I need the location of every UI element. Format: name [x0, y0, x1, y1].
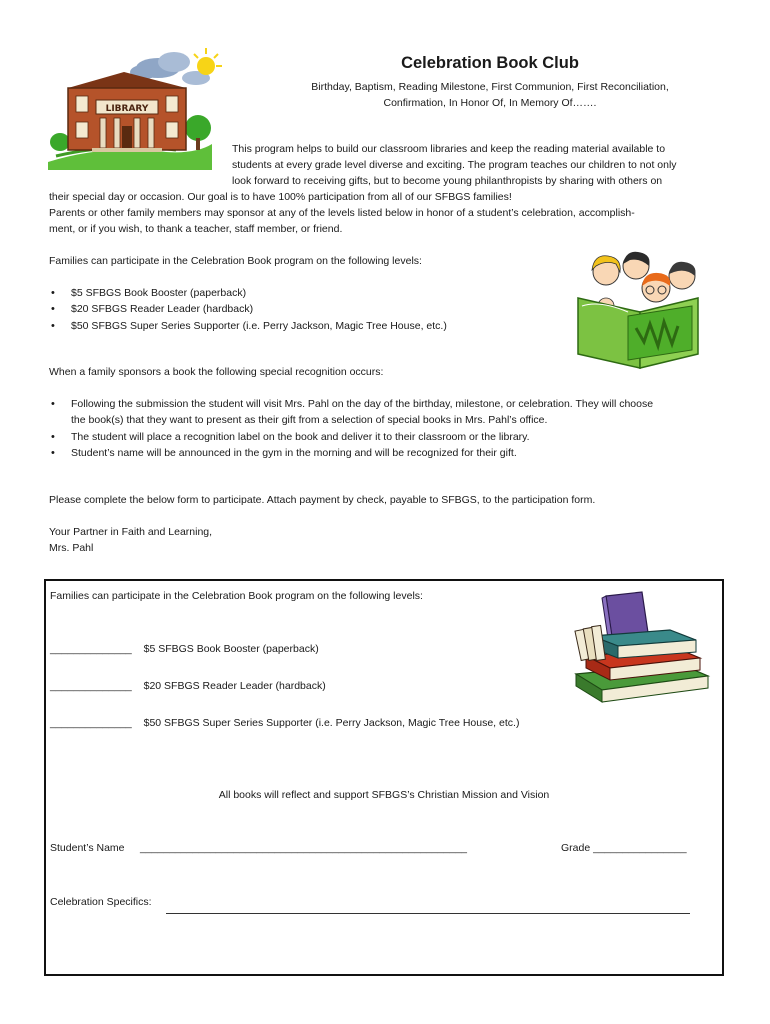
celebration-specifics-label: Celebration Specifics: [50, 896, 152, 908]
form-option-row[interactable] [50, 678, 326, 694]
option-label: $20 SFBGS Reader Leader (hardback) [143, 680, 326, 692]
celebration-specifics-field[interactable] [166, 913, 690, 914]
subtitle-line: Birthday, Baptism, Reading Milestone, First Communion, First Reconciliation, [311, 81, 669, 93]
signoff-name: Mrs. Pahl [49, 542, 94, 554]
kids-reading-illustration [570, 246, 710, 370]
grade-field[interactable]: ________________ [593, 842, 687, 854]
grade-field-row[interactable] [561, 840, 687, 856]
book-stack-icon [572, 590, 712, 706]
list-item: • $20 SFBGS Reader Leader (hardback) [49, 301, 569, 317]
page-subtitle [260, 79, 720, 112]
grade-label: Grade [561, 842, 591, 854]
levels-heading: Families can participate in the Celebration Book program on the following levels: [49, 255, 422, 267]
list-item-line: • Following the submission the student will visit Mrs. Pahl on the day of the birthday, milestone, or celebration. They will choose [71, 398, 654, 410]
form-option-row[interactable] [50, 715, 519, 731]
list-item: • $50 SFBGS Super Series Supporter (i.e. Perry Jackson, Magic Tree House, etc.) [49, 318, 569, 334]
intro-line: look forward to receiving gifts, but to become young philanthropists by sharing with others on [232, 175, 663, 187]
kids-reading-book-icon [570, 246, 710, 370]
recognition-list [49, 396, 729, 461]
library-sign-text: LIBRARY [105, 104, 149, 114]
signoff-line: Your Partner in Faith and Learning, [49, 526, 213, 538]
list-item [49, 396, 729, 429]
list-item: • $5 SFBGS Book Booster (paperback) [49, 285, 569, 301]
mission-statement: All books will reflect and support SFBGS’s Christian Mission and Vision [218, 789, 550, 801]
list-item: • The student will place a recognition label on the book and deliver it to their classroom or the library. [49, 429, 729, 445]
student-name-field[interactable]: ________________________________________________________ [140, 842, 468, 854]
option-label: $50 SFBGS Super Series Supporter (i.e. Perry Jackson, Magic Tree House, etc.) [143, 717, 520, 729]
form-heading: Families can participate in the Celebration Book program on the following levels: [50, 590, 423, 602]
intro-line: Parents or other family members may sponsor at any of the levels listed below in honor of a student’s celebration, accomplish- [49, 207, 635, 219]
student-name-label: Student’s Name [50, 842, 125, 854]
option-label: $5 SFBGS Book Booster (paperback) [143, 643, 319, 655]
form-instructions: Please complete the below form to participate. Attach payment by check, payable to SFBGS, to the participation form. [49, 494, 596, 506]
book-stack-illustration [572, 590, 712, 706]
levels-list [49, 285, 569, 334]
library-building-icon [46, 44, 222, 170]
form-option-row[interactable] [50, 641, 319, 657]
page-title: Celebration Book Club [401, 54, 579, 72]
intro-line: students at every grade level diverse and exciting. The program teaches our children to not only [232, 159, 677, 171]
intro-line: their special day or occasion. Our goal is to have 100% participation from all of our SFBGS families! [49, 191, 512, 203]
list-item: • Student’s name will be announced in the gym in the morning and will be recognized for their gift. [49, 445, 729, 461]
intro-line: This program helps to build our classroom libraries and keep the reading material available to [232, 143, 666, 155]
option-blank-line[interactable]: ______________ [50, 643, 132, 655]
subtitle-line: Confirmation, In Honor Of, In Memory Of……. [383, 97, 597, 110]
library-illustration [46, 44, 222, 170]
intro-line: ment, or if you wish, to thank a teacher, staff member, or friend. [49, 223, 343, 235]
list-item-line: the book(s) that they want to present as their gift from a selection of special books in Mrs. Pahl’s office. [71, 414, 548, 427]
option-blank-line[interactable]: ______________ [50, 680, 132, 692]
recognition-heading: When a family sponsors a book the following special recognition occurs: [49, 366, 384, 378]
option-blank-line[interactable]: ______________ [50, 717, 132, 729]
